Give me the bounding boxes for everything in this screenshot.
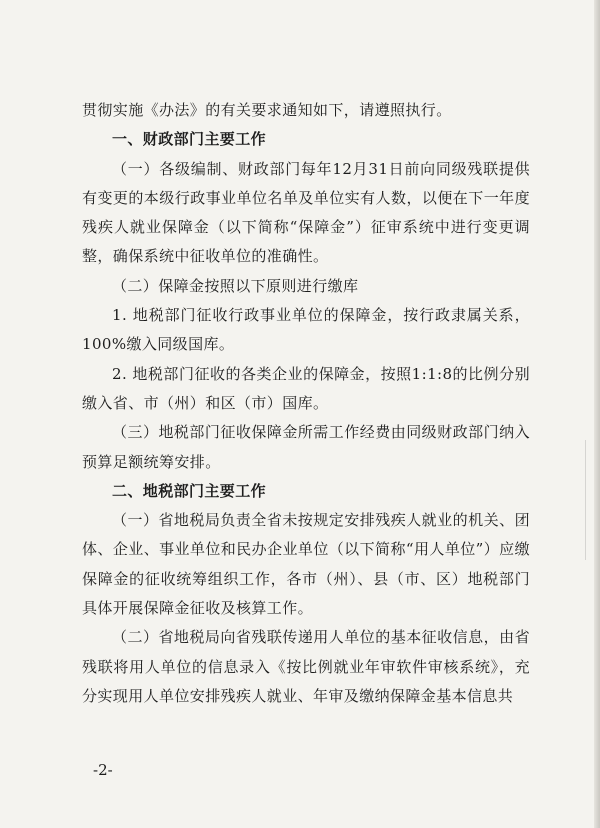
paragraph-tax-2: （二）省地税局向省残联传递用人单位的基本征收信息，由省残联将用人单位的信息录入《按比例就业年审软件审核系统》，充分实现用人单位安排残疾人就业、年审及缴纳保障金基本信息共: [82, 628, 530, 705]
document-body: [82, 96, 530, 711]
scan-artifact: [585, 440, 586, 560]
page-edge-shadow: [594, 0, 600, 828]
paragraph-finance-2-item-1: 1. 地税部门征收行政事业单位的保障金，按行政隶属关系，100%缴入同级国库。: [82, 306, 530, 354]
page-number: -2-: [93, 761, 113, 779]
paragraph-tax-1: （一）省地税局负责全省未按规定安排残疾人就业的机关、团体、企业、事业单位和民办企业单位（以下简称“用人单位”）应缴保障金的征收统筹组织工作，各市（州）、县（市、区）地税部门具体开展保障金征收及核算工作。: [82, 511, 530, 618]
paragraph-finance-2: （二）保障金按照以下原则进行缴库: [112, 276, 359, 295]
paragraph-finance-3: （三）地税部门征收保障金所需工作经费由同级财政部门纳入预算足额统筹安排。: [82, 423, 530, 471]
section-heading-finance: 一、财政部门主要工作: [112, 130, 267, 149]
paragraph-intro: 贯彻实施《办法》的有关要求通知如下，请遵照执行。: [82, 101, 452, 119]
paragraph-finance-1: （一）各级编制、财政部门每年12月31日前向同级残联提供有变更的本级行政事业单位名单及单位实有人数，以便在下一年度残疾人就业保障金（以下简称“保障金”）征审系统中进行变更调整，确保系统中征收单位的准确性。: [82, 159, 530, 266]
section-heading-tax: 二、地税部门主要工作: [112, 481, 267, 500]
paragraph-finance-2-item-2: 2. 地税部门征收的各类企业的保障金，按照1:1:8的比例分别缴入省、市（州）和区（市）国库。: [82, 364, 530, 412]
